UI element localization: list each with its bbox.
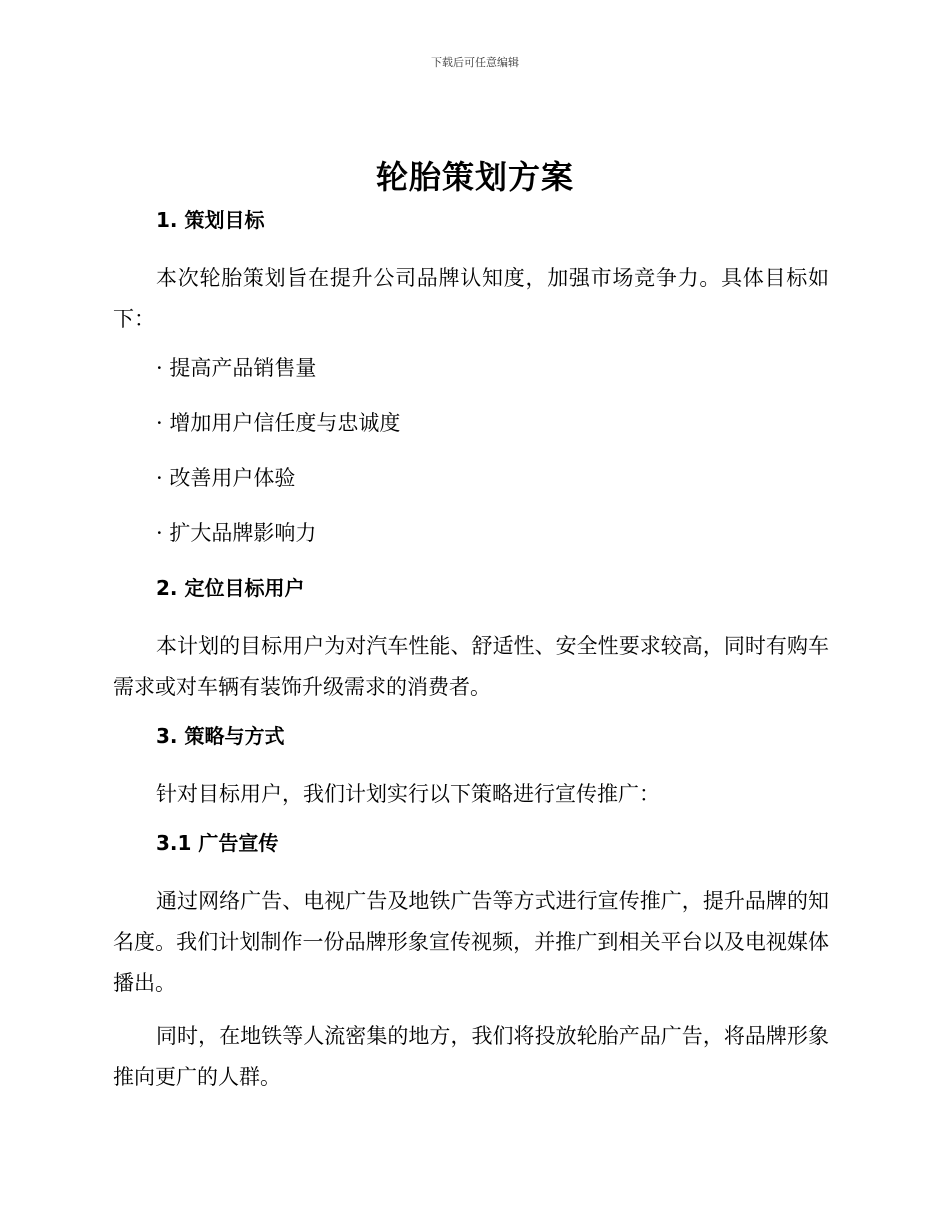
goals-intro-paragraph: 本次轮胎策划旨在提升公司品牌认知度，加强市场竞争力。具体目标如下：	[113, 266, 829, 331]
goal-bullet-3: · 改善用户体验	[156, 466, 296, 490]
header-note: 下载后可任意编辑	[431, 56, 519, 69]
strategy-paragraph: 针对目标用户，我们计划实行以下策略进行宣传推广：	[156, 782, 660, 806]
section-heading-strategy: 3. 策略与方式	[156, 724, 285, 748]
goal-bullet-2: · 增加用户信任度与忠诚度	[156, 411, 401, 435]
goal-bullet-1: · 提高产品销售量	[156, 356, 317, 380]
document-body	[113, 204, 829, 1110]
section-heading-goals: 1. 策划目标	[156, 208, 265, 232]
section-heading-target-users: 2. 定位目标用户	[156, 576, 305, 600]
document-title: 轮胎策划方案	[375, 158, 574, 196]
target-users-paragraph: 本计划的目标用户为对汽车性能、舒适性、安全性要求较高，同时有购车需求或对车辆有装饰升级需求的消费者。	[113, 634, 829, 699]
goal-bullet-4: · 扩大品牌影响力	[156, 521, 317, 545]
advertising-paragraph-1: 通过网络广告、电视广告及地铁广告等方式进行宣传推广，提升品牌的知名度。我们计划制作一份品牌形象宣传视频，并推广到相关平台以及电视媒体播出。	[113, 889, 829, 995]
section-heading-advertising: 3.1 广告宣传	[156, 831, 279, 855]
advertising-paragraph-2: 同时，在地铁等人流密集的地方，我们将投放轮胎产品广告，将品牌形象推向更广的人群。	[113, 1024, 829, 1089]
